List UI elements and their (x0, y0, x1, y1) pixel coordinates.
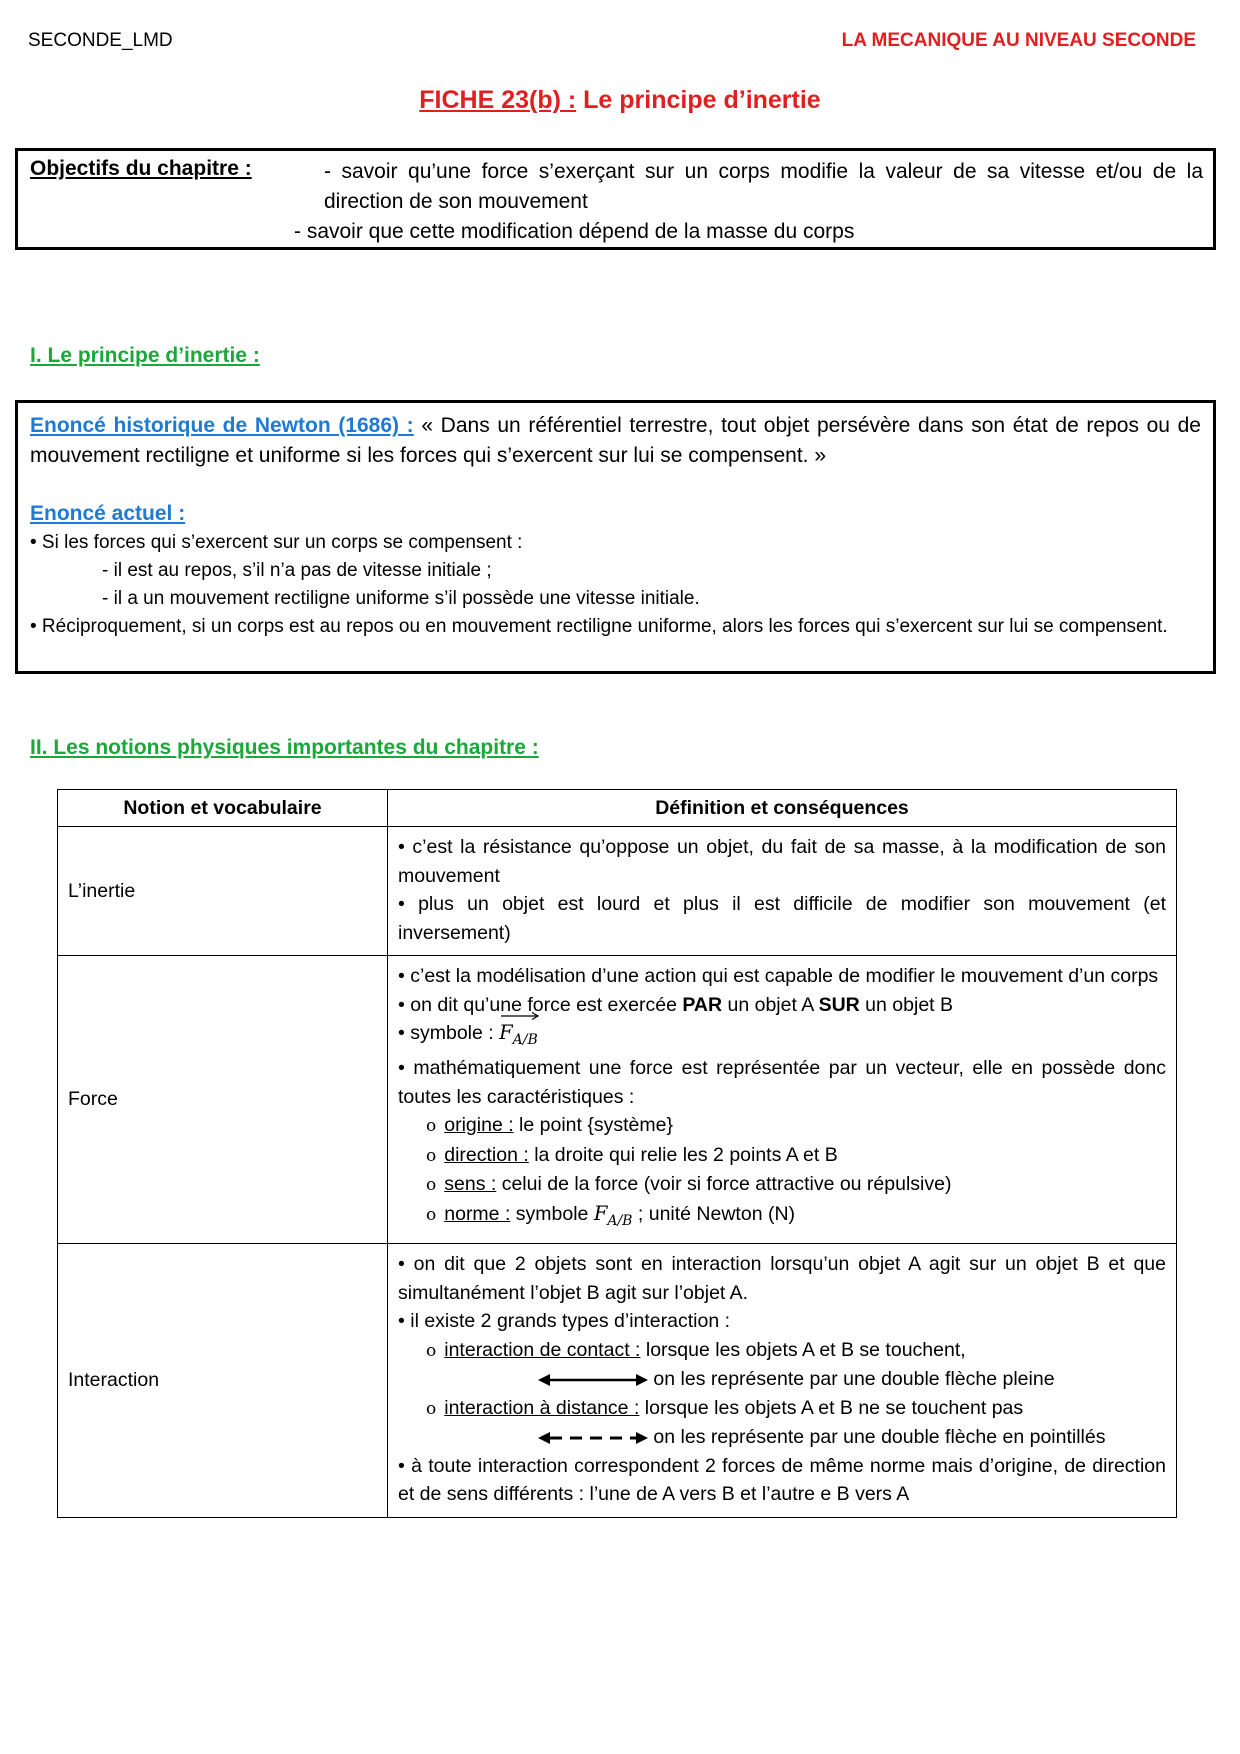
origine-label: origine : (444, 1114, 514, 1137)
force-par: PAR (682, 993, 723, 1016)
force-bullet-1: • c’est la modélisation d’une action qui est capable de modifier le mouvement d’un corps (398, 965, 1159, 987)
force-vector-symbol (499, 1019, 538, 1054)
circle-bullet-icon: o (426, 1145, 437, 1166)
interaction-bullet-2: • il existe 2 grands types d’interaction : (398, 1310, 730, 1333)
interaction-contact (398, 1336, 1166, 1366)
distance-label: interaction à distance : (444, 1396, 640, 1419)
direction-label: direction : (444, 1143, 529, 1166)
norme-symbol-sub: A/B (607, 1212, 633, 1229)
force-char-direction (398, 1141, 1166, 1171)
distance-arrow-text: on les représente par une double flèche en pointillés (653, 1426, 1106, 1449)
force-symbol-label: • symbole : (398, 1022, 500, 1044)
header-right: LA MECANIQUE AU NIVEAU SECONDE (841, 30, 1196, 51)
circle-bullet-icon: o (426, 1116, 437, 1137)
interaction-distance (398, 1394, 1166, 1424)
direction-text: la droite qui relie les 2 points A et B (528, 1143, 838, 1166)
definition-force (388, 956, 1177, 1244)
norme-text-b: ; unité Newton (N) (632, 1202, 796, 1225)
current-label: Enoncé actuel : (30, 502, 186, 525)
vector-arrow-icon (499, 1011, 541, 1021)
contact-arrow-text: on les représente par une double flèche pleine (653, 1368, 1055, 1391)
definition-interaction (388, 1244, 1177, 1518)
circle-bullet-icon: o (426, 1340, 437, 1361)
page-title (0, 86, 1240, 115)
table-row (58, 1244, 1177, 1518)
origine-text: le point {système} (513, 1114, 673, 1137)
historical-text: « Dans un référentiel terrestre, tout objet persévère dans son état de repos ou de mouvement rectiligne et uniforme si les forces qui s’exercent sur lui se compensent. » (30, 414, 1201, 467)
table-row (58, 956, 1177, 1244)
historical-label: Enoncé historique de Newton (1686) : (30, 414, 414, 437)
inertie-bullet-2: • plus un objet est lourd et plus il est difficile de modifier son mouvement (et inversement) (398, 893, 1166, 944)
double-arrow-solid-icon (538, 1373, 648, 1387)
current-bullet-1: • Si les forces qui s’exercent sur un corps se compensent : (30, 532, 523, 553)
force-symbol-f: F (499, 1021, 513, 1044)
inertie-bullet-1: • c’est la résistance qu’oppose un objet, du fait de sa masse, à la modification de son mouvement (398, 836, 1166, 887)
sens-label: sens : (444, 1173, 497, 1196)
force-symbol-sub: A/B (512, 1031, 538, 1048)
circle-bullet-icon: o (426, 1175, 437, 1196)
current-statement-heading (30, 499, 1201, 529)
table-header-row (58, 790, 1177, 827)
norme-symbol (593, 1201, 633, 1229)
force-sur: SUR (818, 993, 860, 1016)
contact-label: interaction de contact : (444, 1338, 641, 1361)
objectives-label: Objectifs du chapitre : (30, 157, 252, 180)
norme-text-a: symbole (510, 1202, 594, 1225)
circle-bullet-icon: o (426, 1204, 437, 1225)
force-bullet-4: • mathématiquement une force est représentée par un vecteur, elle en possède donc toutes les caractéristiques : (398, 1057, 1166, 1108)
contact-text: lorsque les objets A et B se touchent, (640, 1338, 966, 1361)
title-prefix: FICHE 23(b) : (419, 86, 577, 114)
inertia-statement-box (15, 400, 1216, 674)
distance-arrow-line (398, 1423, 1166, 1452)
objectives-box (15, 148, 1216, 250)
section2-heading: II. Les notions physiques importantes du chapitre : (30, 736, 539, 759)
table-row (58, 827, 1177, 956)
notion-inertie: L’inertie (58, 827, 388, 956)
norme-label: norme : (444, 1202, 511, 1225)
definition-inertie (388, 827, 1177, 956)
objective-item-2: - savoir que cette modification dépend de la masse du corps (294, 220, 855, 243)
objective-item-1: - savoir qu’une force s’exerçant sur un corps modifie la valeur de sa vitesse et/ou de la direction de son mouvement (324, 160, 1203, 213)
norme-symbol-f: F (593, 1201, 608, 1225)
notions-table (57, 789, 1177, 1518)
force-char-norme (398, 1200, 1166, 1235)
force-b2-text-3: un objet B (859, 993, 953, 1016)
interaction-bullet-3: • à toute interaction correspondent 2 forces de même norme mais d’origine, de direction et de sens différents : l’une de A vers B et l’autre e B vers A (398, 1454, 1166, 1506)
contact-arrow-line (398, 1365, 1166, 1394)
force-bullet-3 (398, 1019, 1166, 1054)
header-left: SECONDE_LMD (28, 30, 173, 51)
col-header-notion: Notion et vocabulaire (58, 790, 388, 827)
double-arrow-dashed-icon (538, 1431, 648, 1445)
notion-force: Force (58, 956, 388, 1244)
section1-heading: I. Le principe d’inertie : (30, 344, 260, 367)
force-char-sens (398, 1170, 1166, 1200)
force-b2-text: • on dit qu’une force est exercée (398, 993, 683, 1016)
col-header-definition: Définition et conséquences (388, 790, 1177, 827)
historical-statement (30, 411, 1201, 471)
notion-interaction: Interaction (58, 1244, 388, 1518)
current-bullet-2: • Réciproquement, si un corps est au repos ou en mouvement rectiligne uniforme, alors les forces qui s’exercent sur lui se compensent. (30, 616, 1168, 637)
interaction-bullet-1: • on dit que 2 objets sont en interaction lorsqu’un objet A agit sur un objet B et que simultanément l’objet B agit sur l’objet A. (398, 1253, 1166, 1304)
current-sub-1: - il est au repos, s’il n’a pas de vitesse initiale ; (102, 560, 492, 581)
distance-text: lorsque les objets A et B ne se touchent pas (639, 1396, 1024, 1419)
force-b2-text-2: un objet A (722, 993, 819, 1016)
circle-bullet-icon: o (426, 1398, 437, 1419)
title-text: Le principe d’inertie (576, 86, 821, 114)
force-char-origine (398, 1111, 1166, 1141)
current-sub-2: - il a un mouvement rectiligne uniforme s’il possède une vitesse initiale. (102, 588, 700, 609)
sens-text: celui de la force (voir si force attractive ou répulsive) (496, 1173, 952, 1196)
